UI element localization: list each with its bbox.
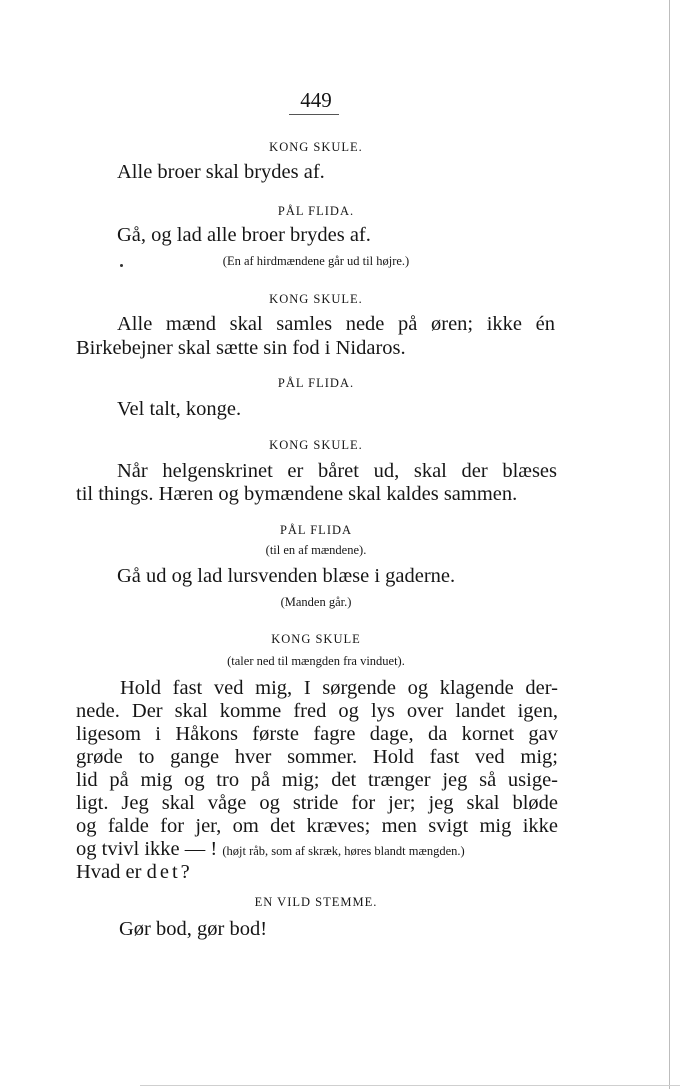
dialogue-line: Når helgenskrinet er båret ud, skal der blæses bbox=[117, 460, 557, 482]
dialogue-line: lid på mig og tro på mig; det trænger jeg så usige- bbox=[76, 769, 558, 791]
page-edge-bottom bbox=[140, 1085, 680, 1086]
dialogue-line: ligesom i Håkons første fagre dage, da kornet gav bbox=[76, 723, 558, 745]
stage-direction: (Manden går.) bbox=[280, 595, 352, 609]
page-edge-right bbox=[669, 0, 670, 1089]
page-number-rule bbox=[289, 114, 339, 115]
dialogue-line: og falde for jer, om det kræves; men svigt mig ikke bbox=[76, 815, 558, 837]
speaker-pal-flida: PÅL FLIDA bbox=[279, 523, 353, 537]
speaker-pal-flida: PÅL FLIDA. bbox=[277, 376, 355, 390]
stage-direction: (taler ned til mængden fra vinduet). bbox=[227, 654, 405, 668]
dialogue-line: ligt. Jeg skal våge og stride for jer; jeg skal bløde bbox=[76, 792, 558, 814]
dialogue-line: Vel talt, konge. bbox=[117, 398, 242, 420]
dialogue-line: Hold fast ved mig, I sørgende og klagende der- bbox=[120, 677, 558, 699]
dialogue-line: Gør bod, gør bod! bbox=[119, 918, 268, 940]
speaker-kong-skule: KONG SKULE. bbox=[269, 438, 363, 452]
speaker-en-vild-stemme: EN VILD STEMME. bbox=[254, 895, 378, 909]
dialogue-line: nede. Der skal komme fred og lys over landet igen, bbox=[76, 700, 558, 722]
dialogue-text: og tvivl ikke — ! bbox=[76, 838, 218, 860]
dialogue-text: Hvad er bbox=[76, 861, 142, 883]
dialogue-line: Birkebejner skal sætte sin fod i Nidaros. bbox=[76, 337, 406, 359]
dialogue-line: grøde to gange hver sommer. Hold fast ved mig; bbox=[76, 746, 558, 768]
stage-direction: (til en af mændene). bbox=[265, 543, 367, 557]
dialogue-line: Alle broer skal brydes af. bbox=[117, 161, 325, 183]
dialogue-line: Alle mænd skal samles nede på øren; ikke én bbox=[117, 313, 555, 335]
inline-stage-direction: (højt råb, som af skræk, høres blandt mængden.) bbox=[222, 844, 465, 858]
speaker-pal-flida: PÅL FLIDA. bbox=[277, 204, 355, 218]
speaker-kong-skule: KONG SKULE bbox=[271, 632, 361, 646]
dialogue-line: til things. Hæren og bymændene skal kaldes sammen. bbox=[76, 483, 518, 505]
speaker-kong-skule: KONG SKULE. bbox=[269, 292, 363, 306]
page-number: 449 bbox=[300, 88, 332, 112]
dialogue-line bbox=[76, 860, 193, 884]
dialogue-line: Gå ud og lad lursvenden blæse i gaderne. bbox=[117, 565, 456, 587]
speaker-kong-skule: KONG SKULE. bbox=[269, 140, 363, 154]
emphasized-word: det? bbox=[146, 861, 193, 883]
dialogue-line: Gå, og lad alle broer brydes af. bbox=[117, 224, 371, 246]
stage-direction: (En af hirdmændene går ud til højre.) bbox=[222, 254, 410, 268]
